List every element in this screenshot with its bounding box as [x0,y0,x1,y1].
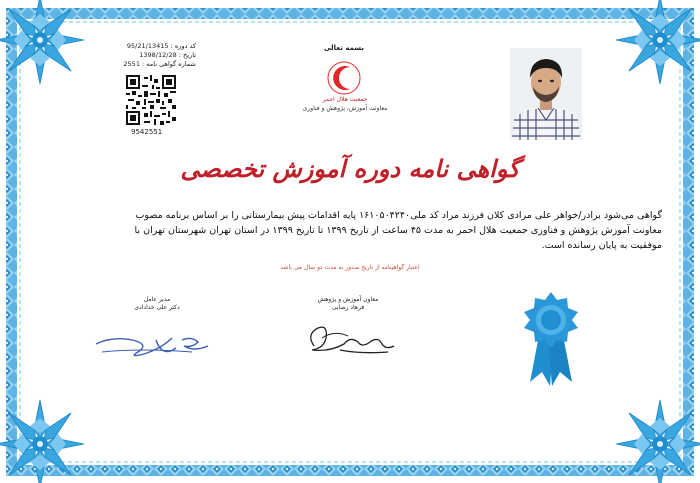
qr-code-icon [126,75,176,125]
signer-mid-name: فرهاد رضایی [331,304,365,311]
certificate-number: شماره گواهی نامه : 2551 [123,60,196,68]
signature-middle [300,316,400,362]
header-bismillah: بسمه تعالی [323,44,365,52]
qr-number: 9542551 [131,128,163,136]
validity-note: اعتبار گواهینامه از تاریخ صدور به مدت دو سال می باشد [280,264,420,271]
award-ribbon-icon [516,290,586,390]
signer-mid-title: معاون آموزش و پژوهش [317,296,379,303]
logo-line1: جمعیت هلال احمر [322,96,368,103]
body-line-1: گواهی می‌شود برادر/خواهر علی مرادی کلان فرزند مراد کد ملی۱۶۱۰۵۰۴۲۴۰ پایه اقدامات پیش بیمارستانی را بر اساس برنامه مصوب [135,210,662,221]
signer-left-title: مدیر عامل [143,296,171,303]
course-code: کد دوره : 95/21/13415 [126,42,196,50]
signature-left [92,318,212,362]
body-line-3: موفقیت به پایان رسانده است. [541,240,662,251]
signer-left-name: دکتر علی خدادادی [134,304,180,311]
recipient-photo [510,48,582,140]
issue-date: تاریخ : 1398/12/28 [139,51,196,59]
logo-line2: معاونت آموزش، پژوهش و فناوری [302,105,388,112]
certificate-title: گواهی نامه دوره آموزش تخصصی [180,154,520,183]
body-line-2: معاونت آموزش پژوهش و فناوری جمعیت هلال احمر به مدت ۴۵ ساعت از تاریخ ۱۳۹۹ تا تاریخ ۱۳۹۹ در استان تهران شهرستان تهران با [134,225,662,236]
